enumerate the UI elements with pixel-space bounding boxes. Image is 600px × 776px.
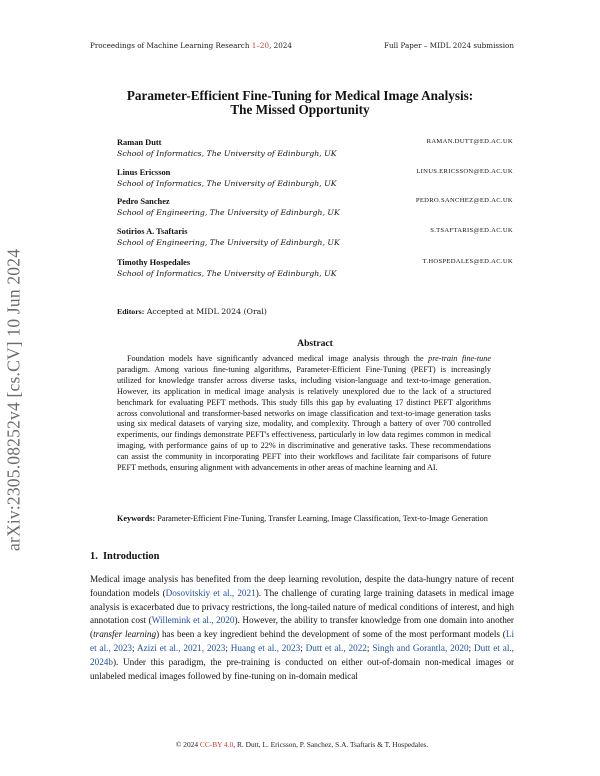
title-line-2: The Missed Opportunity (230, 102, 370, 117)
intro-text: ) has been a key ingredient behind the development of some of the most performant models ( (156, 629, 506, 640)
running-head-right: Full Paper – MIDL 2024 submission (383, 41, 514, 50)
citation-link[interactable]: Willemink et al., 2020 (151, 615, 235, 626)
citation-link[interactable]: Dutt et al., 2022 (305, 642, 367, 653)
journal-name: Proceedings of Machine Learning Research (90, 41, 250, 50)
citation-link[interactable]: Dosovitskiy et al., 2021 (165, 587, 256, 598)
author-email: S.TSAFTARIS@ED.AC.UK (430, 227, 513, 234)
abstract-emphasis: pre-train fine-tune (428, 354, 491, 363)
abstract-text: Foundation models have significantly advanced medical image analysis through the (127, 354, 429, 363)
running-head-left (90, 41, 292, 50)
intro-text: ). The challenge of curating large training datasets in medical image analysis is exacerbated due to privacy restrictions, the long-tailed nature of medical conditions of interest, and high annotation cost ( (90, 587, 514, 626)
author-affiliation: School of Informatics, The University of Edinburgh, UK (117, 179, 337, 188)
citation-link[interactable]: Li et al., 2023 (90, 629, 514, 653)
section-heading (90, 551, 159, 562)
intro-text: ; (300, 642, 306, 653)
author-block (117, 137, 513, 159)
intro-text: ). Under this paradigm, the pre-training is conducted on either out-of-domain non-medical images or unlabeled medical images followed by fine-tuning on in-domain medical (90, 656, 514, 681)
author-affiliation: School of Engineering, The University of Edinburgh, UK (117, 238, 340, 247)
intro-text: ; (366, 642, 373, 653)
editors-label: Editors: (117, 307, 145, 316)
author-block (117, 226, 513, 248)
author-affiliation: School of Informatics, The University of Edinburgh, UK (117, 149, 337, 158)
editors-line (117, 307, 267, 316)
author-name: Sotirios A. Tsaftaris (117, 227, 188, 236)
section-title: Introduction (103, 551, 160, 562)
abstract-text: paradigm. Among various fine-tuning algorithms, Parameter-Efficient Fine-Tuning (PEFT) is increasingly utilized for knowledge transfer across diverse tasks, including vision-language and text-to-image generation. However, its application in medical image analysis is relatively unexplored due to the lack of a structured benchmark for evaluating PEFT methods. This study fills this gap by evaluating 17 distinct PEFT algorithms across convolutional and transformer-based networks on image classification and text-to-image generation tasks using six medical datasets of varying size, modality, and complexity. Through a battery of over 700 controlled experiments, our findings demonstrate PEFT's effectiveness, particularly in low data regimes common in medical imaging, with performance gains of up to 22% in discriminative and generative tasks. These recommendations can assist the community in incorporating PEFT into their workflows and facilitate fair comparisons of future PEFT methods, ensuring alignment with advancements in other areas of machine learning and AI. (117, 364, 491, 473)
intro-emphasis: transfer learning (93, 629, 157, 640)
author-block (117, 167, 513, 189)
citation-link[interactable]: Singh and Gorantla, 2020 (372, 642, 469, 653)
author-affiliation: School of Informatics, The University of Edinburgh, UK (117, 269, 337, 278)
keywords-label: Keywords: (117, 514, 156, 523)
citation-link[interactable]: Dutt et al., 2024b (90, 642, 514, 667)
copyright-prefix: © 2024 (175, 740, 200, 749)
author-block (117, 257, 513, 279)
author-email: PEDRO.SANCHEZ@ED.AC.UK (415, 197, 513, 204)
paper-title (60, 89, 540, 117)
keywords-line (117, 514, 491, 525)
copyright-authors: , R. Dutt, L. Ericsson, P. Sanchez, S.A. Tsaftaris & T. Hospedales. (233, 740, 429, 749)
abstract-body (117, 354, 491, 474)
section-number: 1. (90, 551, 98, 562)
intro-text: ; (468, 642, 474, 653)
intro-text: Medical image analysis has benefited from the deep learning revolution, despite the data-hungry nature of recent foundation models ( (90, 574, 514, 598)
intro-paragraph (90, 573, 514, 683)
license-link[interactable]: CC-BY 4.0 (199, 740, 234, 749)
author-name: Raman Dutt (117, 138, 162, 147)
title-line-1: Parameter-Efficient Fine-Tuning for Medical Image Analysis: (126, 88, 474, 103)
copyright-footer (90, 740, 514, 749)
abstract-heading: Abstract (297, 338, 333, 349)
intro-text: ; (225, 642, 231, 653)
author-block (117, 196, 513, 218)
keywords-text: Parameter-Efficient Fine-Tuning, Transfer Learning, Image Classification, Text-to-Image Generation (155, 514, 488, 523)
author-name: Linus Ericsson (117, 168, 171, 177)
intro-text: ; (132, 642, 137, 653)
author-email: RAMAN.DUTT@ED.AC.UK (426, 138, 513, 145)
page-range-link[interactable]: 1–20 (251, 41, 270, 50)
journal-year: , 2024 (269, 41, 292, 50)
citation-link[interactable]: Huang et al., 2023 (230, 642, 301, 653)
arxiv-stamp: arXiv:2305.08252v4 [cs.CV] 10 Jun 2024 (3, 248, 24, 552)
editors-text: Accepted at MIDL 2024 (Oral) (144, 307, 267, 316)
author-name: Pedro Sanchez (117, 197, 170, 206)
author-name: Timothy Hospedales (117, 258, 191, 267)
intro-text: ). However, the ability to transfer knowledge from one domain into another ( (90, 615, 514, 640)
citation-link[interactable]: Azizi et al., 2021, 2023 (136, 642, 226, 653)
author-email: T.HOSPEDALES@ED.AC.UK (422, 258, 513, 265)
author-email: LINUS.ERICSSON@ED.AC.UK (416, 168, 513, 175)
author-affiliation: School of Engineering, The University of Edinburgh, UK (117, 208, 340, 217)
